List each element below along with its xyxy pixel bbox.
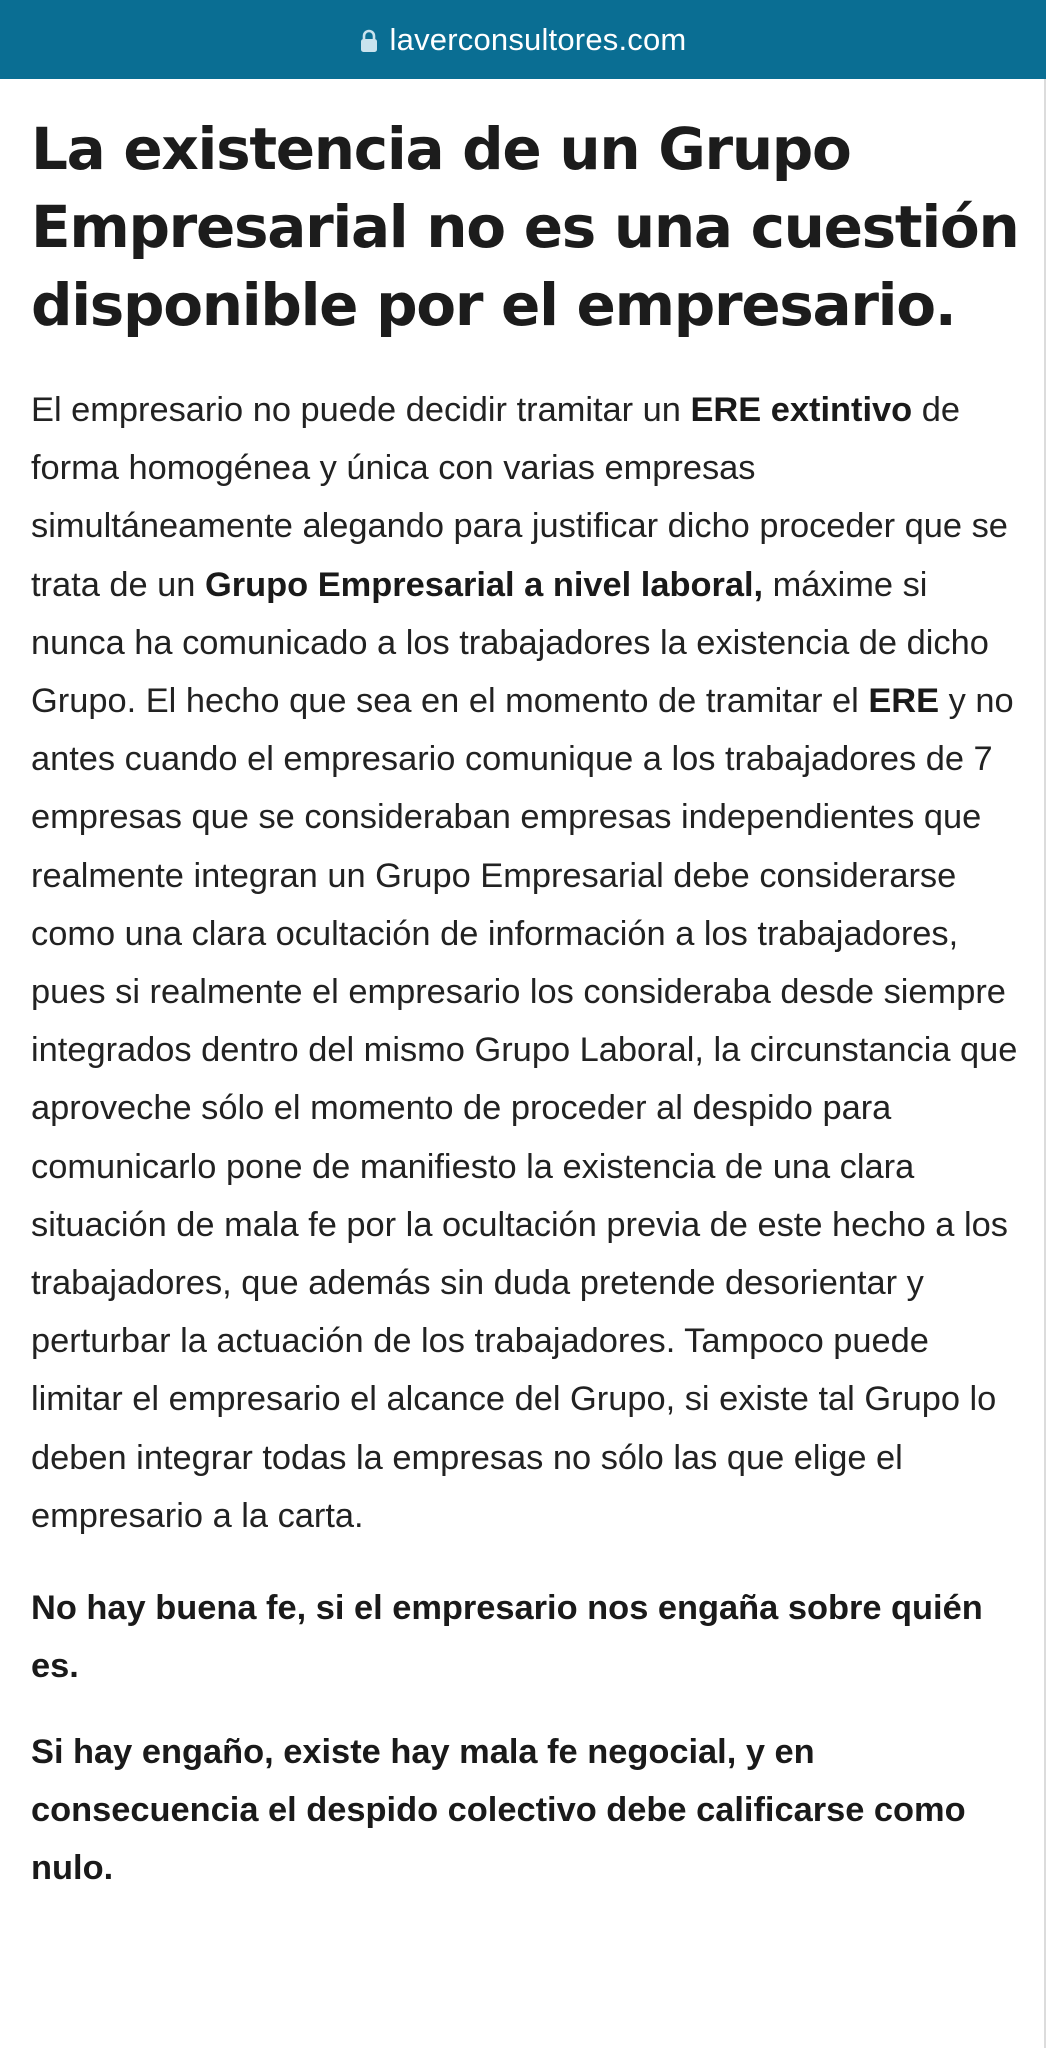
bold-ere-extintivo: ERE extintivo <box>690 391 913 429</box>
browser-url-bar[interactable] <box>0 0 1046 79</box>
bold-grupo-empresarial: Grupo Empresarial a nivel laboral, <box>205 565 764 604</box>
bold-ere: ERE <box>868 682 940 721</box>
article-body-paragraph <box>31 381 1021 1545</box>
article-content <box>31 110 1021 1897</box>
url-text[interactable]: laverconsultores.com <box>389 21 687 57</box>
body-text-3: máxime si nunca ha comunicado a los trabajadores la existencia de dicho Grupo. El hecho que sea en el momento de tramitar el <box>31 565 989 721</box>
body-text-4: y no antes cuando el empresario comunique a los trabajadores de 7 empresas que se consideraban empresas independientes que realmente integran un Grupo Empresarial debe considerarse como una clara ocultación de información a los trabajadores, pues si realmente el empresario los consideraba desde siempre integrados dentro del mismo Grupo Laboral, la circunstancia que aproveche sólo el momento de proceder al despido para comunicarlo pone de manifiesto la existencia de una clara situación de mala fe por la ocultación previa de este hecho a los trabajadores, que además sin duda pretende desorientar y perturbar la actuación de los trabajadores. Tampoco puede limitar el empresario el alcance del Grupo, si existe tal Grupo lo deben integrar todas la empresas no sólo las que elige el empresario a la carta. <box>31 682 1018 1535</box>
lock-icon <box>360 29 378 53</box>
body-text-1: El empresario no puede decidir tramitar un <box>31 391 691 429</box>
article-title: La existencia de un Grupo Empresarial no es una cuestión disponible por el empresario. <box>31 115 1019 339</box>
conclusion-good-faith: No hay buena fe, si el empresario nos engaña sobre quién es. <box>31 1589 983 1686</box>
conclusion-null-dismissal: Si hay engaño, existe hay mala fe negocial, y en consecuencia el despido colectivo debe calificarse como nulo. <box>31 1733 966 1888</box>
body-text-2: de forma homogénea y única con varias empresas simultáneamente alegando para justificar dicho proceder que se trata de un <box>31 391 1008 604</box>
